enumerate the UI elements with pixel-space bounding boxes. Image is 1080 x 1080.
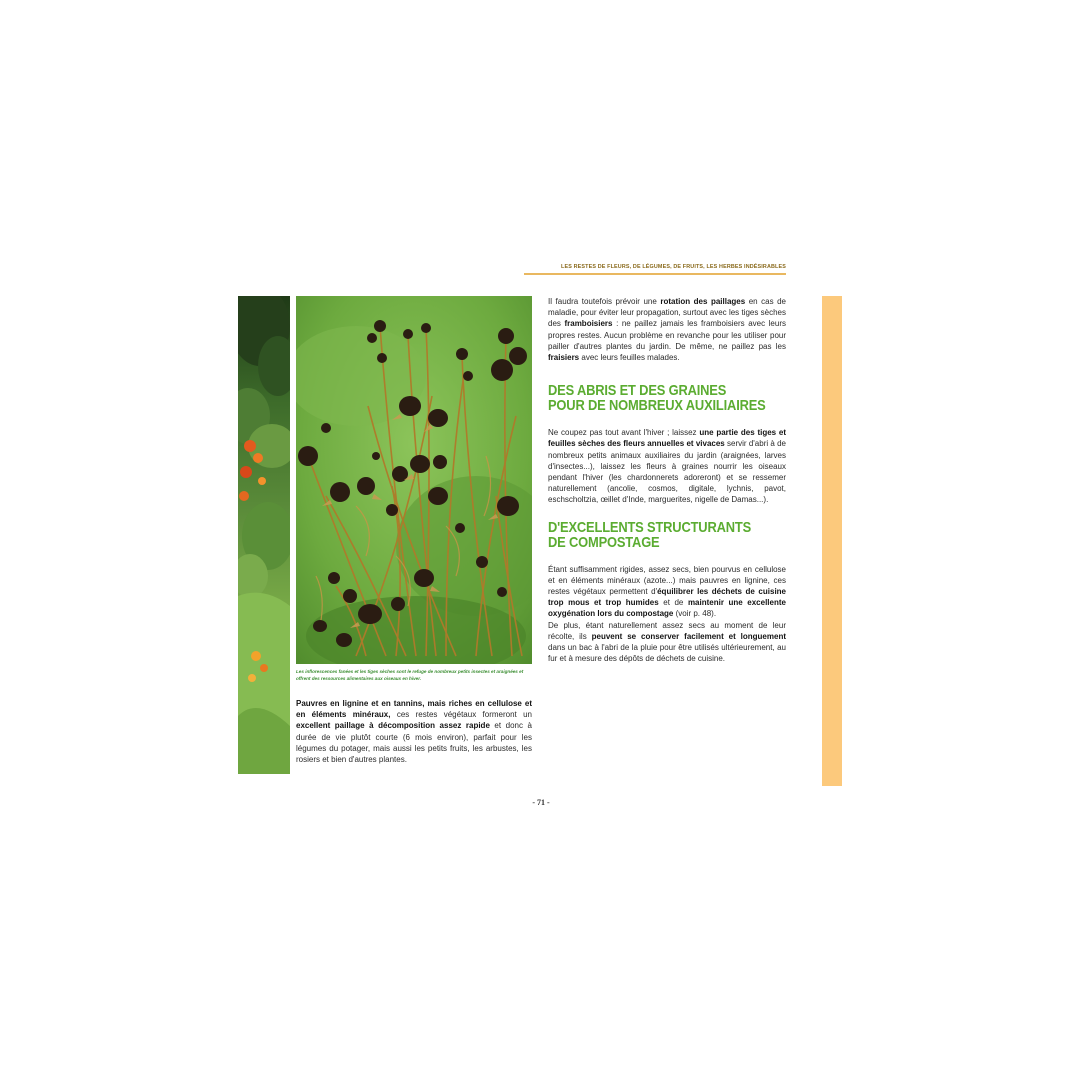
intro-text-3: : ne paillez jamais les framboisiers avec leurs propres restes. Aucun problème en revanche pour les utiliser pour pailler d'autres plantes du jardin. De même, ne paillez pas les — [548, 319, 786, 351]
right-column — [548, 296, 786, 664]
intro-text-4: avec leurs feuilles malades. — [579, 353, 680, 363]
garden-border-photo — [238, 296, 290, 774]
intro-text-2: en cas de maladie, pour éviter leur propagation, surtout avec les tiges sèches des — [548, 297, 786, 329]
section1-title-line2: POUR DE NOMBREUX AUXILIAIRES — [548, 397, 766, 415]
section2-title-line1: D'EXCELLENTS STRUCTURANTS — [548, 518, 752, 536]
section2-p2-bold-1: peuvent se conserver facilement et longuement — [591, 631, 786, 641]
running-head-rule — [524, 273, 786, 275]
section2-text-1: Étant suffisamment rigides, assez secs, bien pourvus en cellulose et en éléments minéraux (azote...) mais pauvres en lignine, ces restes végétaux permettent d' — [548, 564, 786, 597]
intro-bold-1: rotation des paillages — [660, 297, 746, 306]
section1-bold-1: une partie des tiges et feuilles sèches des fleurs annuelles et vivaces — [548, 428, 787, 449]
intro-bold-3: fraisiers — [548, 353, 580, 363]
photo-caption: Les inflorescences fanées et les tiges sèches sont le refuge de nombreux petits insectes et araignées et offrent des ressources alimentaires aux oiseaux en hiver. — [296, 669, 524, 681]
section1-heading — [548, 383, 786, 413]
running-head: LES RESTES DE FLEURS, DE LÉGUMES, DE FRUITS, LES HERBES INDÉSIRABLES — [561, 264, 786, 270]
section2-heading — [548, 520, 786, 550]
section2-text-3: (voir p. 48). — [673, 609, 717, 619]
section1-text-1: Ne coupez pas tout avant l'hiver ; laissez — [548, 428, 700, 438]
section2-bold-2: maintenir une excellente oxygénation lors du compostage — [548, 598, 786, 619]
section2-p2-text-2: dans un bac à l'abri de la pluie pour être utilisés ultérieurement, au fur et à mesure des dépôts de déchets de cuisine. — [548, 643, 786, 664]
left-p1-bold-2: excellent paillage à décomposition assez rapide — [296, 721, 490, 731]
intro-paragraph — [548, 296, 786, 363]
section2-title-line2: DE COMPOSTAGE — [548, 533, 660, 551]
decorative-side-band — [822, 296, 842, 786]
page-number: - 71 - — [532, 798, 550, 807]
section1-paragraph — [548, 427, 786, 505]
section1-title-line1: DES ABRIS ET DES GRAINES — [548, 382, 727, 400]
left-p1-bold-1: Pauvres en lignine et en tannins, mais riches en cellulose et en éléments minéraux, — [296, 699, 532, 720]
book-page — [236, 258, 846, 818]
section2-p2-text-1: De plus, étant naturellement assez secs au moment de leur récolte, ils — [548, 620, 786, 641]
intro-bold-2: framboisiers — [564, 319, 613, 329]
intro-text-1: Il faudra toutefois prévoir une — [548, 297, 661, 306]
section2-bold-1: équilibrer les déchets de cuisine trop mous et trop humides — [548, 587, 786, 608]
section2-paragraph-2 — [548, 620, 786, 665]
left-column-paragraph — [296, 698, 532, 765]
dried-coneflower-seedheads-photo — [296, 296, 532, 664]
section1-text-2: servir d'abri à de nombreux petits animaux auxiliaires du jardin (araignées, larves d'insectes...), laissez les fleurs à graines nourrir les oiseaux pendant l'hiver (les chardonnerets adoreront) et se ressemer naturellement (ancolie, cosmos, digitale, lychnis, pavot, eschscholtzia, œillet d'Inde, marguerites, nigelle de Damas...). — [548, 439, 786, 505]
section2-paragraph-1 — [548, 564, 786, 620]
left-p1-text-1: ces restes végétaux formeront un — [390, 710, 532, 720]
left-p1-text-2: et donc à durée de vie plutôt courte (6 mois environ), parfait pour les légumes du potager, mais aussi les petits fruits, les arbustes, les rosiers et bien d'autres plantes. — [296, 721, 532, 765]
section2-text-2: et de — [658, 598, 688, 608]
